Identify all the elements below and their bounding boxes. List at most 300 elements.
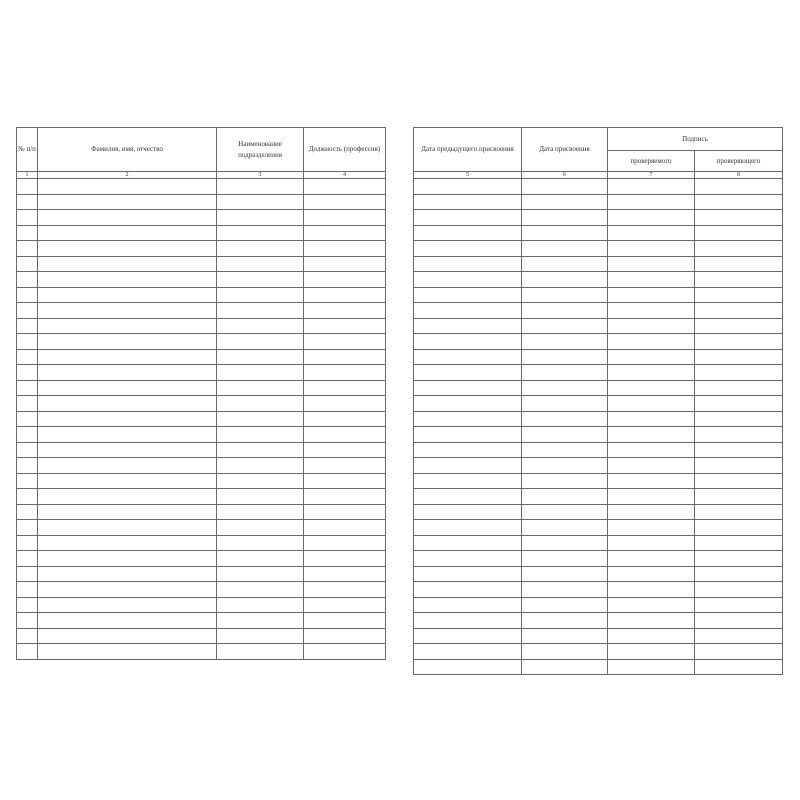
- table-cell[interactable]: [17, 551, 38, 567]
- table-cell[interactable]: [217, 411, 304, 427]
- table-cell[interactable]: [304, 272, 386, 288]
- table-cell[interactable]: [608, 318, 695, 334]
- table-cell[interactable]: [695, 566, 783, 582]
- header-prev-date: Дата предыдущего присвоения: [414, 128, 522, 172]
- table-cell[interactable]: [522, 504, 608, 520]
- table-cell[interactable]: [608, 427, 695, 443]
- table-cell[interactable]: [608, 287, 695, 303]
- table-cell[interactable]: [608, 256, 695, 272]
- table-cell[interactable]: [695, 365, 783, 381]
- table-cell[interactable]: [304, 210, 386, 226]
- table-cell[interactable]: [38, 628, 217, 644]
- table-cell[interactable]: [38, 597, 217, 613]
- column-numbers-row: [414, 172, 783, 179]
- table-cell[interactable]: [695, 628, 783, 644]
- table-cell[interactable]: [414, 458, 522, 474]
- table-cell[interactable]: [17, 566, 38, 582]
- table-cell[interactable]: [522, 427, 608, 443]
- table-cell[interactable]: [38, 535, 217, 551]
- table-cell[interactable]: [695, 659, 783, 675]
- table-cell[interactable]: [217, 318, 304, 334]
- left-table-row: [17, 411, 386, 427]
- table-cell[interactable]: [217, 225, 304, 241]
- table-cell[interactable]: [522, 396, 608, 412]
- table-cell[interactable]: [608, 179, 695, 195]
- right-table-row: [414, 535, 783, 551]
- table-cell[interactable]: [608, 644, 695, 660]
- table-cell[interactable]: [695, 582, 783, 598]
- right-table-row: [414, 520, 783, 536]
- table-cell[interactable]: [414, 535, 522, 551]
- table-cell[interactable]: [17, 458, 38, 474]
- table-cell[interactable]: [414, 318, 522, 334]
- table-cell[interactable]: [38, 241, 217, 257]
- table-cell[interactable]: [414, 628, 522, 644]
- left-table-row: [17, 225, 386, 241]
- table-cell[interactable]: [695, 241, 783, 257]
- table-cell[interactable]: [695, 504, 783, 520]
- left-table-row: [17, 210, 386, 226]
- table-cell[interactable]: [522, 349, 608, 365]
- left-table-row: [17, 489, 386, 505]
- table-cell[interactable]: [522, 318, 608, 334]
- table-cell[interactable]: [17, 411, 38, 427]
- table-cell[interactable]: [414, 551, 522, 567]
- table-cell[interactable]: [522, 179, 608, 195]
- table-cell[interactable]: [522, 520, 608, 536]
- table-cell[interactable]: [414, 365, 522, 381]
- table-cell[interactable]: [414, 411, 522, 427]
- table-cell[interactable]: [608, 566, 695, 582]
- table-cell[interactable]: [217, 535, 304, 551]
- table-cell[interactable]: [414, 520, 522, 536]
- table-cell[interactable]: [522, 303, 608, 319]
- table-cell[interactable]: [38, 272, 217, 288]
- header-signature-checked: проверяемого: [608, 151, 695, 172]
- table-cell[interactable]: [38, 613, 217, 629]
- table-cell[interactable]: [304, 396, 386, 412]
- table-cell[interactable]: [608, 396, 695, 412]
- table-cell[interactable]: [38, 582, 217, 598]
- table-cell[interactable]: [522, 628, 608, 644]
- table-cell[interactable]: [217, 504, 304, 520]
- table-cell[interactable]: [217, 628, 304, 644]
- table-cell[interactable]: [414, 380, 522, 396]
- table-cell[interactable]: [38, 427, 217, 443]
- left-table-row: [17, 613, 386, 629]
- table-cell[interactable]: [304, 194, 386, 210]
- table-cell[interactable]: [608, 535, 695, 551]
- table-cell[interactable]: [304, 411, 386, 427]
- table-cell[interactable]: [304, 551, 386, 567]
- table-cell[interactable]: [414, 613, 522, 629]
- table-cell[interactable]: [695, 349, 783, 365]
- table-cell[interactable]: [17, 644, 38, 660]
- table-cell[interactable]: [38, 318, 217, 334]
- table-cell[interactable]: [17, 210, 38, 226]
- table-cell[interactable]: [414, 194, 522, 210]
- table-cell[interactable]: [17, 272, 38, 288]
- right-table-row: [414, 318, 783, 334]
- table-cell[interactable]: [414, 396, 522, 412]
- table-cell[interactable]: [608, 349, 695, 365]
- table-cell[interactable]: [414, 241, 522, 257]
- right-table-row: [414, 628, 783, 644]
- left-table-row: [17, 535, 386, 551]
- table-cell[interactable]: [695, 473, 783, 489]
- table-cell[interactable]: [522, 551, 608, 567]
- left-table-row: [17, 396, 386, 412]
- table-cell[interactable]: [608, 303, 695, 319]
- table-cell[interactable]: [304, 256, 386, 272]
- table-cell[interactable]: [38, 566, 217, 582]
- table-cell[interactable]: [522, 442, 608, 458]
- table-cell[interactable]: [217, 365, 304, 381]
- table-cell[interactable]: [217, 427, 304, 443]
- table-cell[interactable]: [608, 504, 695, 520]
- table-cell[interactable]: [38, 303, 217, 319]
- table-cell[interactable]: [522, 365, 608, 381]
- table-cell[interactable]: [304, 535, 386, 551]
- table-cell[interactable]: [304, 349, 386, 365]
- table-cell[interactable]: [217, 551, 304, 567]
- table-cell[interactable]: [522, 489, 608, 505]
- table-cell[interactable]: [522, 225, 608, 241]
- table-cell[interactable]: [304, 241, 386, 257]
- table-cell[interactable]: [217, 582, 304, 598]
- table-cell[interactable]: [17, 334, 38, 350]
- table-cell[interactable]: [17, 256, 38, 272]
- left-journal-table: [16, 127, 386, 660]
- table-cell[interactable]: [608, 380, 695, 396]
- table-cell[interactable]: [695, 442, 783, 458]
- table-cell[interactable]: [17, 349, 38, 365]
- left-table-row: [17, 365, 386, 381]
- header-position: Должность (профессия): [304, 128, 386, 172]
- table-cell[interactable]: [608, 489, 695, 505]
- table-cell[interactable]: [304, 566, 386, 582]
- table-cell[interactable]: [608, 613, 695, 629]
- table-cell[interactable]: [217, 613, 304, 629]
- right-table-row: [414, 303, 783, 319]
- table-cell[interactable]: [17, 225, 38, 241]
- header-full-name: Фамилия, имя, отчество: [38, 128, 217, 172]
- table-cell[interactable]: [695, 318, 783, 334]
- table-cell[interactable]: [38, 411, 217, 427]
- table-cell[interactable]: [695, 210, 783, 226]
- table-cell[interactable]: [38, 210, 217, 226]
- left-table-row: [17, 303, 386, 319]
- table-cell[interactable]: [217, 473, 304, 489]
- table-cell[interactable]: [608, 582, 695, 598]
- table-cell[interactable]: [522, 473, 608, 489]
- table-cell[interactable]: [217, 210, 304, 226]
- table-cell[interactable]: [17, 628, 38, 644]
- table-cell[interactable]: [38, 365, 217, 381]
- table-cell[interactable]: [522, 241, 608, 257]
- table-cell[interactable]: [608, 458, 695, 474]
- table-cell[interactable]: [304, 365, 386, 381]
- table-cell[interactable]: [304, 520, 386, 536]
- table-cell[interactable]: [522, 597, 608, 613]
- table-cell[interactable]: [304, 613, 386, 629]
- table-cell[interactable]: [695, 396, 783, 412]
- table-cell[interactable]: [695, 520, 783, 536]
- table-cell[interactable]: [608, 365, 695, 381]
- table-cell[interactable]: [695, 194, 783, 210]
- table-cell[interactable]: [17, 380, 38, 396]
- table-cell[interactable]: [17, 442, 38, 458]
- table-cell[interactable]: [522, 644, 608, 660]
- table-cell[interactable]: [414, 582, 522, 598]
- table-cell[interactable]: [695, 380, 783, 396]
- table-cell[interactable]: [414, 489, 522, 505]
- table-cell[interactable]: [695, 272, 783, 288]
- table-cell[interactable]: [414, 473, 522, 489]
- table-cell[interactable]: [414, 644, 522, 660]
- left-table-row: [17, 318, 386, 334]
- table-cell[interactable]: [17, 287, 38, 303]
- table-cell[interactable]: [217, 380, 304, 396]
- table-cell[interactable]: [695, 427, 783, 443]
- column-number: 7: [608, 172, 695, 179]
- table-cell[interactable]: [695, 179, 783, 195]
- table-cell[interactable]: [217, 458, 304, 474]
- table-cell[interactable]: [304, 473, 386, 489]
- table-cell[interactable]: [17, 241, 38, 257]
- table-cell[interactable]: [304, 427, 386, 443]
- left-table-row: [17, 179, 386, 195]
- table-cell[interactable]: [304, 458, 386, 474]
- table-cell[interactable]: [522, 535, 608, 551]
- table-cell[interactable]: [522, 194, 608, 210]
- table-cell[interactable]: [522, 380, 608, 396]
- table-cell[interactable]: [17, 535, 38, 551]
- table-cell[interactable]: [414, 349, 522, 365]
- table-cell[interactable]: [608, 210, 695, 226]
- table-cell[interactable]: [414, 210, 522, 226]
- column-number: 1: [17, 172, 38, 179]
- table-cell[interactable]: [217, 489, 304, 505]
- table-cell[interactable]: [38, 551, 217, 567]
- right-table-row: [414, 473, 783, 489]
- table-cell[interactable]: [38, 520, 217, 536]
- left-table-row: [17, 458, 386, 474]
- table-cell[interactable]: [38, 504, 217, 520]
- table-cell[interactable]: [695, 287, 783, 303]
- left-table-row: [17, 256, 386, 272]
- table-cell[interactable]: [608, 272, 695, 288]
- table-cell[interactable]: [304, 318, 386, 334]
- table-cell[interactable]: [304, 489, 386, 505]
- table-cell[interactable]: [38, 473, 217, 489]
- table-cell[interactable]: [38, 194, 217, 210]
- table-cell[interactable]: [695, 256, 783, 272]
- left-table-row: [17, 504, 386, 520]
- table-cell[interactable]: [38, 334, 217, 350]
- right-table-row: [414, 442, 783, 458]
- table-cell[interactable]: [17, 489, 38, 505]
- table-cell[interactable]: [217, 194, 304, 210]
- table-cell[interactable]: [17, 613, 38, 629]
- table-cell[interactable]: [414, 566, 522, 582]
- table-cell[interactable]: [608, 659, 695, 675]
- table-cell[interactable]: [695, 225, 783, 241]
- left-table-row: [17, 334, 386, 350]
- table-cell[interactable]: [217, 349, 304, 365]
- table-cell[interactable]: [695, 334, 783, 350]
- right-table-row: [414, 613, 783, 629]
- table-cell[interactable]: [522, 613, 608, 629]
- table-cell[interactable]: [38, 380, 217, 396]
- right-table-row: [414, 582, 783, 598]
- table-cell[interactable]: [414, 225, 522, 241]
- table-cell[interactable]: [414, 287, 522, 303]
- right-table-row: [414, 396, 783, 412]
- table-cell[interactable]: [217, 520, 304, 536]
- table-cell[interactable]: [522, 566, 608, 582]
- table-cell[interactable]: [217, 644, 304, 660]
- table-cell[interactable]: [695, 535, 783, 551]
- table-cell[interactable]: [38, 396, 217, 412]
- table-cell[interactable]: [17, 318, 38, 334]
- table-cell[interactable]: [304, 582, 386, 598]
- table-cell[interactable]: [217, 303, 304, 319]
- right-table-row: [414, 566, 783, 582]
- table-cell[interactable]: [38, 179, 217, 195]
- table-cell[interactable]: [304, 303, 386, 319]
- table-cell[interactable]: [17, 365, 38, 381]
- table-cell[interactable]: [695, 551, 783, 567]
- table-cell[interactable]: [217, 396, 304, 412]
- table-cell[interactable]: [608, 551, 695, 567]
- table-cell[interactable]: [17, 504, 38, 520]
- table-cell[interactable]: [414, 597, 522, 613]
- column-number: 8: [695, 172, 783, 179]
- right-table-row: [414, 365, 783, 381]
- table-cell[interactable]: [608, 628, 695, 644]
- table-cell[interactable]: [522, 256, 608, 272]
- table-cell[interactable]: [304, 628, 386, 644]
- table-cell[interactable]: [17, 179, 38, 195]
- table-cell[interactable]: [608, 241, 695, 257]
- right-table-row: [414, 380, 783, 396]
- table-cell[interactable]: [217, 241, 304, 257]
- table-cell[interactable]: [522, 582, 608, 598]
- table-cell[interactable]: [304, 334, 386, 350]
- table-cell[interactable]: [17, 473, 38, 489]
- table-cell[interactable]: [217, 256, 304, 272]
- table-cell[interactable]: [695, 458, 783, 474]
- table-cell[interactable]: [17, 582, 38, 598]
- table-cell[interactable]: [17, 427, 38, 443]
- left-table-row: [17, 628, 386, 644]
- table-cell[interactable]: [17, 194, 38, 210]
- table-cell[interactable]: [304, 504, 386, 520]
- table-cell[interactable]: [695, 303, 783, 319]
- table-cell[interactable]: [217, 597, 304, 613]
- left-table-row: [17, 597, 386, 613]
- table-cell[interactable]: [414, 442, 522, 458]
- table-cell[interactable]: [414, 256, 522, 272]
- table-cell[interactable]: [522, 334, 608, 350]
- table-cell[interactable]: [304, 644, 386, 660]
- table-cell[interactable]: [414, 659, 522, 675]
- table-cell[interactable]: [17, 303, 38, 319]
- table-cell[interactable]: [304, 287, 386, 303]
- column-number: 6: [522, 172, 608, 179]
- table-cell[interactable]: [522, 659, 608, 675]
- table-cell[interactable]: [304, 597, 386, 613]
- table-cell[interactable]: [17, 597, 38, 613]
- left-table-row: [17, 520, 386, 536]
- table-cell[interactable]: [304, 442, 386, 458]
- table-cell[interactable]: [522, 272, 608, 288]
- right-table-row: [414, 225, 783, 241]
- table-cell[interactable]: [38, 489, 217, 505]
- table-cell[interactable]: [608, 411, 695, 427]
- table-cell[interactable]: [38, 287, 217, 303]
- table-cell[interactable]: [608, 520, 695, 536]
- table-cell[interactable]: [304, 225, 386, 241]
- table-cell[interactable]: [522, 411, 608, 427]
- table-cell[interactable]: [17, 520, 38, 536]
- header-date: Дата присвоения: [522, 128, 608, 172]
- right-table-row: [414, 489, 783, 505]
- table-cell[interactable]: [608, 473, 695, 489]
- table-cell[interactable]: [217, 287, 304, 303]
- table-cell[interactable]: [38, 349, 217, 365]
- table-cell[interactable]: [414, 272, 522, 288]
- table-cell[interactable]: [38, 644, 217, 660]
- table-cell[interactable]: [38, 256, 217, 272]
- header-signature: Подпись: [608, 128, 783, 151]
- table-cell[interactable]: [608, 334, 695, 350]
- table-cell[interactable]: [217, 272, 304, 288]
- table-cell[interactable]: [695, 613, 783, 629]
- table-cell[interactable]: [217, 179, 304, 195]
- table-cell[interactable]: [414, 427, 522, 443]
- table-cell[interactable]: [695, 489, 783, 505]
- table-cell[interactable]: [608, 225, 695, 241]
- table-cell[interactable]: [217, 334, 304, 350]
- table-cell[interactable]: [17, 396, 38, 412]
- table-cell[interactable]: [608, 597, 695, 613]
- right-table-row: [414, 272, 783, 288]
- table-cell[interactable]: [522, 210, 608, 226]
- table-cell[interactable]: [414, 334, 522, 350]
- table-cell[interactable]: [38, 225, 217, 241]
- table-cell[interactable]: [695, 411, 783, 427]
- table-cell[interactable]: [608, 442, 695, 458]
- table-cell[interactable]: [304, 380, 386, 396]
- table-cell[interactable]: [217, 442, 304, 458]
- table-cell[interactable]: [414, 303, 522, 319]
- table-cell[interactable]: [522, 287, 608, 303]
- table-cell[interactable]: [695, 597, 783, 613]
- table-cell[interactable]: [695, 644, 783, 660]
- table-cell[interactable]: [414, 504, 522, 520]
- table-cell[interactable]: [304, 179, 386, 195]
- table-cell[interactable]: [217, 566, 304, 582]
- right-table-row: [414, 427, 783, 443]
- table-cell[interactable]: [522, 458, 608, 474]
- table-cell[interactable]: [38, 442, 217, 458]
- table-cell[interactable]: [608, 194, 695, 210]
- table-cell[interactable]: [38, 458, 217, 474]
- left-table-row: [17, 241, 386, 257]
- table-cell[interactable]: [414, 179, 522, 195]
